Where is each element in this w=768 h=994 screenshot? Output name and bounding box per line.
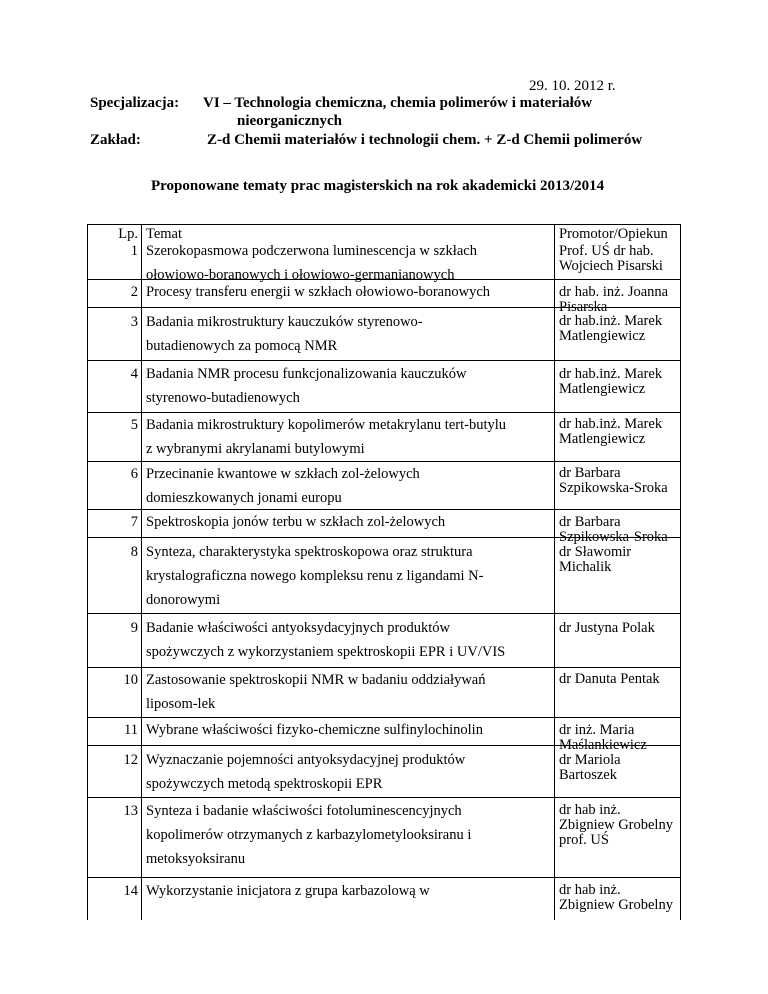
row-number: 6	[130, 466, 138, 482]
row-number: 5	[130, 417, 138, 433]
table-horizontal-rule	[87, 797, 681, 798]
row-number: 2	[130, 284, 138, 300]
supervisor-text: dr hab inż.	[559, 882, 621, 898]
topic-text: Synteza, charakterystyka spektroskopowa oraz struktura	[146, 544, 473, 560]
topic-text: donorowymi	[146, 592, 221, 608]
topic-text: Szerokopasmowa podczerwona luminescencja w szkłach	[146, 243, 477, 259]
supervisor-text: Zbigniew Grobelny	[559, 817, 673, 833]
topic-text: Procesy transferu energii w szkłach ołowiowo-boranowych	[146, 284, 491, 300]
table-horizontal-rule	[87, 461, 681, 462]
supervisor-text: dr inż. Maria	[559, 722, 635, 738]
topic-text: Badania mikrostruktury kauczuków styrenowo-	[146, 314, 423, 330]
topic-text: Wyznaczanie pojemności antyoksydacyjnej produktów	[146, 752, 466, 768]
row-number: 10	[123, 672, 138, 688]
table-horizontal-rule	[87, 360, 681, 361]
table-vertical-rule	[680, 224, 681, 920]
topic-text: spożywczych z wykorzystaniem spektroskopii EPR i UV/VIS	[146, 644, 506, 660]
topic-text: spożywczych metodą spektroskopii EPR	[146, 776, 383, 792]
supervisor-text: dr hab.inż. Marek	[559, 313, 663, 329]
topic-text: styrenowo-butadienowych	[146, 390, 300, 406]
supervisor-text: Maślankiewicz	[559, 737, 647, 753]
supervisor-text: Bartoszek	[559, 767, 617, 783]
topic-text: domieszkowanych jonami europu	[146, 490, 342, 506]
topic-text: Synteza i badanie właściwości fotoluminescencyjnych	[146, 803, 462, 819]
department-value: Z-d Chemii materiałów i technologii chem. + Z-d Chemii polimerów	[207, 132, 643, 148]
topic-text: Zastosowanie spektroskopii NMR w badaniu oddziaływań	[146, 672, 486, 688]
table-vertical-rule	[554, 224, 555, 920]
supervisor-text: Matlengiewicz	[559, 431, 646, 447]
topic-text: butadienowych za pomocą NMR	[146, 338, 338, 354]
table-horizontal-rule	[87, 877, 681, 878]
topic-text: Przecinanie kwantowe w szkłach zol-żelowych	[146, 466, 420, 482]
supervisor-text: dr hab.inż. Marek	[559, 416, 663, 432]
row-number: 7	[130, 514, 138, 530]
supervisor-text: Pisarska	[559, 299, 608, 315]
table-horizontal-rule	[87, 613, 681, 614]
supervisor-text: dr Mariola	[559, 752, 621, 768]
topic-text: Badanie właściwości antyoksydacyjnych produktów	[146, 620, 451, 636]
specialization-value-cont: nieorganicznych	[237, 113, 342, 129]
supervisor-text: Matlengiewicz	[559, 328, 646, 344]
topic-text: Spektroskopia jonów terbu w szkłach zol-żelowych	[146, 514, 446, 530]
row-number: 11	[124, 722, 138, 738]
supervisor-text: dr hab inż.	[559, 802, 621, 818]
supervisor-text: Prof. UŚ dr hab.	[559, 243, 654, 259]
topic-text: ołowiowo-boranowych i ołowiowo-germanianowych	[146, 267, 455, 283]
table-horizontal-rule	[87, 412, 681, 413]
topic-text: liposom-lek	[146, 696, 216, 712]
supervisor-text: dr Barbara	[559, 465, 621, 481]
topic-text: Badania mikrostruktury kopolimerów metakrylanu tert-butylu	[146, 417, 507, 433]
supervisor-text: Michalik	[559, 559, 612, 575]
topic-text: Badania NMR procesu funkcjonalizowania kauczuków	[146, 366, 467, 382]
column-header-lp: Lp.	[118, 226, 138, 242]
supervisor-text: Szpikowska-Sroka	[559, 480, 668, 496]
page-title: Proponowane tematy prac magisterskich na rok akademicki 2013/2014	[151, 178, 605, 194]
table-horizontal-rule	[87, 667, 681, 668]
department-label: Zakład:	[90, 132, 141, 148]
row-number: 9	[130, 620, 138, 636]
supervisor-text: dr hab. inż. Joanna	[559, 284, 669, 300]
topic-text: z wybranymi akrylanami butylowymi	[146, 441, 365, 457]
row-number: 3	[130, 314, 138, 330]
supervisor-text: dr Danuta Pentak	[559, 671, 660, 687]
topic-text: Wybrane właściwości fizyko-chemiczne sulfinylochinolin	[146, 722, 483, 738]
supervisor-text: Matlengiewicz	[559, 381, 646, 397]
topic-text: metoksyoksiranu	[146, 851, 246, 867]
supervisor-text: dr Sławomir	[559, 544, 632, 560]
row-number: 13	[123, 803, 138, 819]
table-vertical-rule	[141, 224, 142, 920]
row-number: 14	[123, 883, 138, 899]
supervisor-text: prof. UŚ	[559, 832, 609, 848]
row-number: 4	[130, 366, 138, 382]
topic-text: krystalograficzna nowego kompleksu renu z ligandami N-	[146, 568, 484, 584]
row-number: 8	[130, 544, 138, 560]
topic-text: Wykorzystanie inicjatora z grupa karbazolową w	[146, 883, 430, 899]
supervisor-text: Szpikowska-Sroka	[559, 529, 668, 545]
supervisor-text: dr Justyna Polak	[559, 620, 655, 636]
table-horizontal-rule	[87, 717, 681, 718]
supervisor-text: Zbigniew Grobelny	[559, 897, 673, 913]
table-horizontal-rule	[87, 509, 681, 510]
specialization-label: Specjalizacja:	[90, 95, 180, 111]
supervisor-text: dr Barbara	[559, 514, 621, 530]
specialization-value: VI – Technologia chemiczna, chemia polimerów i materiałów	[203, 95, 593, 111]
supervisor-text: Wojciech Pisarski	[559, 258, 663, 274]
column-header-supervisor: Promotor/Opiekun	[559, 226, 668, 242]
table-horizontal-rule	[87, 224, 681, 225]
row-number: 12	[123, 752, 138, 768]
row-number: 1	[130, 243, 138, 259]
topic-text: kopolimerów otrzymanych z karbazylometylooksiranu i	[146, 827, 472, 843]
column-header-topic: Temat	[146, 226, 183, 242]
document-date: 29. 10. 2012 r.	[529, 78, 616, 94]
supervisor-text: dr hab.inż. Marek	[559, 366, 663, 382]
